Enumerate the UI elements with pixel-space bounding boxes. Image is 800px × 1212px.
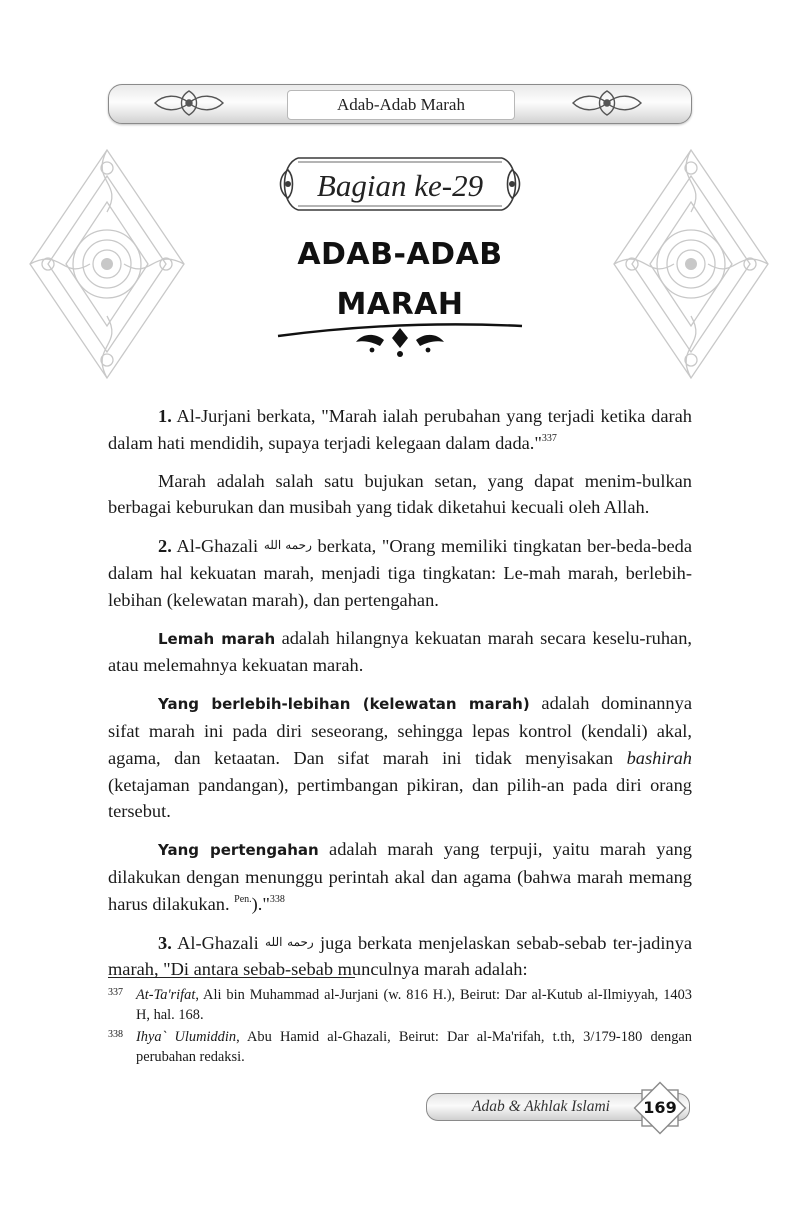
footnote-text: , Ali bin Muhammad al-Jurjani (w. 816 H.), Beirut: Dar al-Kutub al-Ilmiyyah, 1403 H, hal. 168. [136, 987, 692, 1023]
footnote-number: 337 [108, 987, 123, 998]
footnote [108, 986, 692, 1025]
paragraph-3: 2. Al-Ghazali رحمه الله berkata, "Orang memiliki tingkatan ber-beda-beda dalam hal kekuatan marah, menjadi tiga tingkatan: Le-mah marah, berlebih-lebihan (kelewatan marah), dan pertengahan. [108, 536, 692, 610]
chapter-title [250, 230, 550, 330]
footer-book-title: Adab & Akhlak Islami [472, 1098, 610, 1115]
paragraph-1: 1. Al-Jurjani berkata, "Marah ialah perubahan yang terjadi ketika darah dalam hati mendidih, supaya terjadi kelegaan dalam dada."$^{337}$ [108, 406, 692, 453]
bold-term: Lemah marah [158, 629, 276, 648]
right-header-ornament [567, 87, 647, 119]
footnote-ref: 338 [269, 893, 285, 905]
paragraph-7: 3. Al-Ghazali رحمه الله juga berkata menjelaskan sebab-sebab ter-jadinya marah, "Di antara sebab-sebab munculnya marah adalah: [108, 932, 692, 980]
honorific: رحمه الله [265, 934, 314, 949]
left-rosette-ornament [20, 142, 195, 387]
footnote-title: At-Ta'rifat [136, 987, 196, 1003]
left-header-ornament [149, 87, 229, 119]
body-text [108, 403, 692, 994]
paragraph-5: Yang berlebih-lebihan (kelewatan marah) adalah dominannya sifat marah ini pada diri seseorang, sehingga lepas kontrol (kendali) akal, agama, dan ketaatan. Dan sifat marah ini tidak menyisakan bashirah (ketajaman pandangan), pertimbangan pikiran, dan pilih-an pada diri orang tersebut. [108, 693, 692, 822]
chapter-title-line-2: MARAH [336, 287, 464, 322]
paragraph-6: Yang pertengahan adalah marah yang terpuji, yaitu marah yang dilakukan dengan menunggu perintah akal dan agama (bahwa marah memang harus dilakukan. $^{Pen.}$)."$^{338}$ [108, 839, 692, 914]
footnote-ref: 337 [541, 432, 557, 444]
running-header [108, 84, 692, 124]
footnote-text: , Abu Hamid al-Ghazali, Beirut: Dar al-Ma'rifah, t.th, 3/179-180 dengan perubahan redaksi. [136, 1029, 692, 1065]
item-number: 2. [158, 536, 172, 557]
title-divider-ornament [276, 322, 524, 360]
page-number: 169 [643, 1098, 677, 1117]
footnote-number: 338 [108, 1029, 123, 1041]
running-header-title: Adab-Adab Marah [287, 90, 515, 120]
paragraph-4: Lemah marah adalah hilangnya kekuatan marah secara keselu-ruhan, atau melemahnya kekuatan marah. [108, 627, 692, 676]
item-number: 3. [158, 932, 172, 953]
chapter-label: Bagian ke-29 [316, 168, 484, 203]
paragraph-2: Marah adalah salah satu bujukan setan, yang dapat menim-bulkan berbagai keburukan dan musibah yang tidak diketahui kecuali oleh Allah. [108, 470, 692, 518]
footnote-rule [108, 977, 355, 978]
footnotes [108, 986, 692, 1070]
footnote-title: Ihya` Ulumiddin [136, 1029, 237, 1046]
translator-note: Pen. [234, 893, 252, 905]
bold-term: Yang berlebih-lebihan (kelewatan marah) [158, 695, 530, 714]
italic-term: bashirah [626, 747, 692, 768]
chapter-title-line-1: ADAB-ADAB [297, 237, 503, 272]
honorific: رحمه الله [263, 538, 312, 553]
right-rosette-ornament [604, 142, 779, 387]
footnote [108, 1028, 692, 1067]
bold-term: Yang pertengahan [158, 841, 319, 860]
item-number: 1. [158, 406, 172, 426]
